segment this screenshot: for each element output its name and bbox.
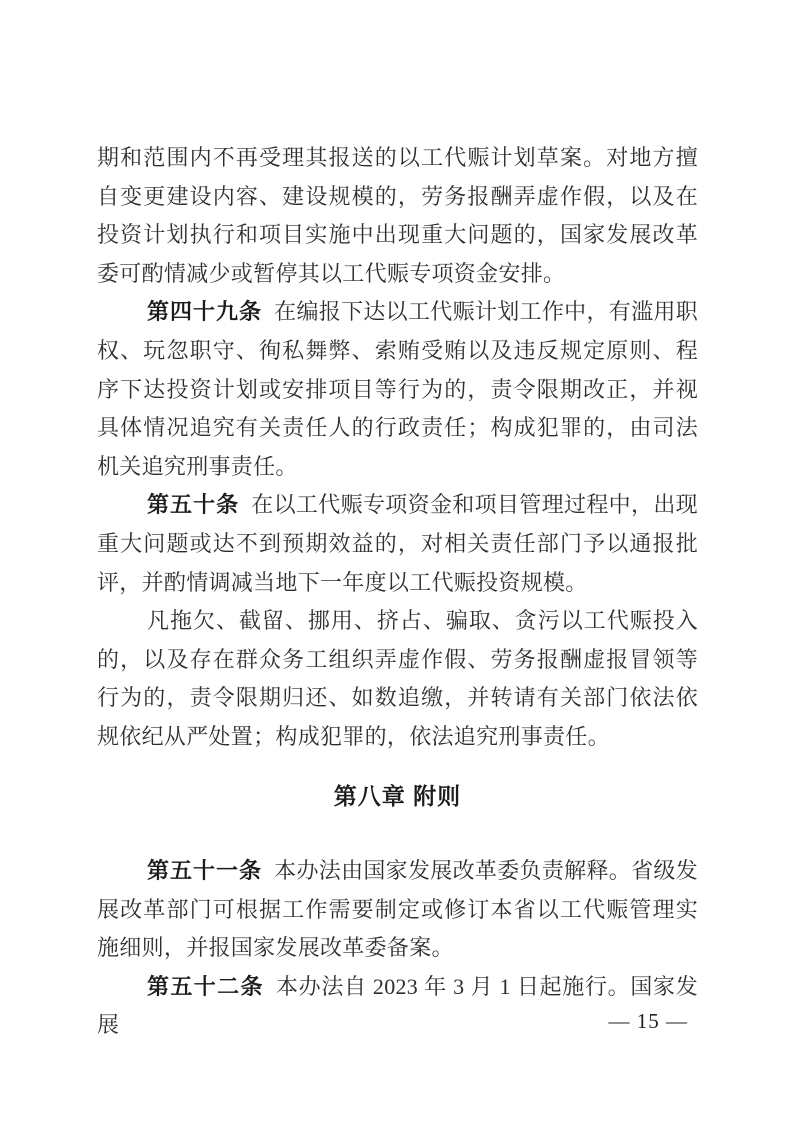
article-51-paragraph	[97, 852, 698, 968]
document-body	[97, 139, 698, 1045]
article-49-number: 第四十九条	[147, 299, 263, 325]
article-52-number: 第五十二条	[147, 973, 264, 999]
paragraph-continuation	[97, 139, 698, 293]
article-51-text: 本办法由国家发展改革委负责解释。省级发展改革部门可根据工作需要制定或修订本省以工代赈管理实施细则，并报国家发展改革委备案。	[97, 858, 698, 961]
article-49-text: 在编报下达以工代赈计划工作中，有滥用职权、玩忽职守、徇私舞弊、索贿受贿以及违反规定原则、程序下达投资计划或安排项目等行为的，责令限期改正，并视具体情况追究有关责任人的行政责任；构成犯罪的，由司法机关追究刑事责任。	[97, 299, 698, 479]
liability-paragraph	[97, 602, 698, 756]
chapter-8-heading: 第八章 附则	[333, 782, 462, 809]
article-50-paragraph	[97, 486, 698, 602]
article-49-paragraph	[97, 293, 698, 486]
paragraph-text: 期和范围内不再受理其报送的以工代赈计划草案。对地方擅自变更建设内容、建设规模的，劳务报酬弄虚作假，以及在投资计划执行和项目实施中出现重大问题的，国家发展改革委可酌情减少或暂停其以工代赈专项资金安排。	[97, 145, 698, 286]
article-51-number: 第五十一条	[147, 858, 263, 884]
article-52-text: 本办法自 2023 年 3 月 1 日起施行。国家发展	[97, 973, 698, 1038]
page-number: — 15 —	[608, 1009, 688, 1033]
article-50-number: 第五十条	[147, 492, 240, 518]
paragraph-text: 凡拖欠、截留、挪用、挤占、骗取、贪污以工代赈投入的，以及存在群众务工组织弄虚作假、劳务报酬虚报冒领等行为的，责令限期归还、如数追缴，并转请有关部门依法依规依纪从严处置；构成犯罪的，依法追究刑事责任。	[97, 608, 698, 749]
article-50-text: 在以工代赈专项资金和项目管理过程中，出现重大问题或达不到预期效益的，对相关责任部门予以通报批评，并酌情调减当地下一年度以工代赈投资规模。	[97, 492, 698, 595]
